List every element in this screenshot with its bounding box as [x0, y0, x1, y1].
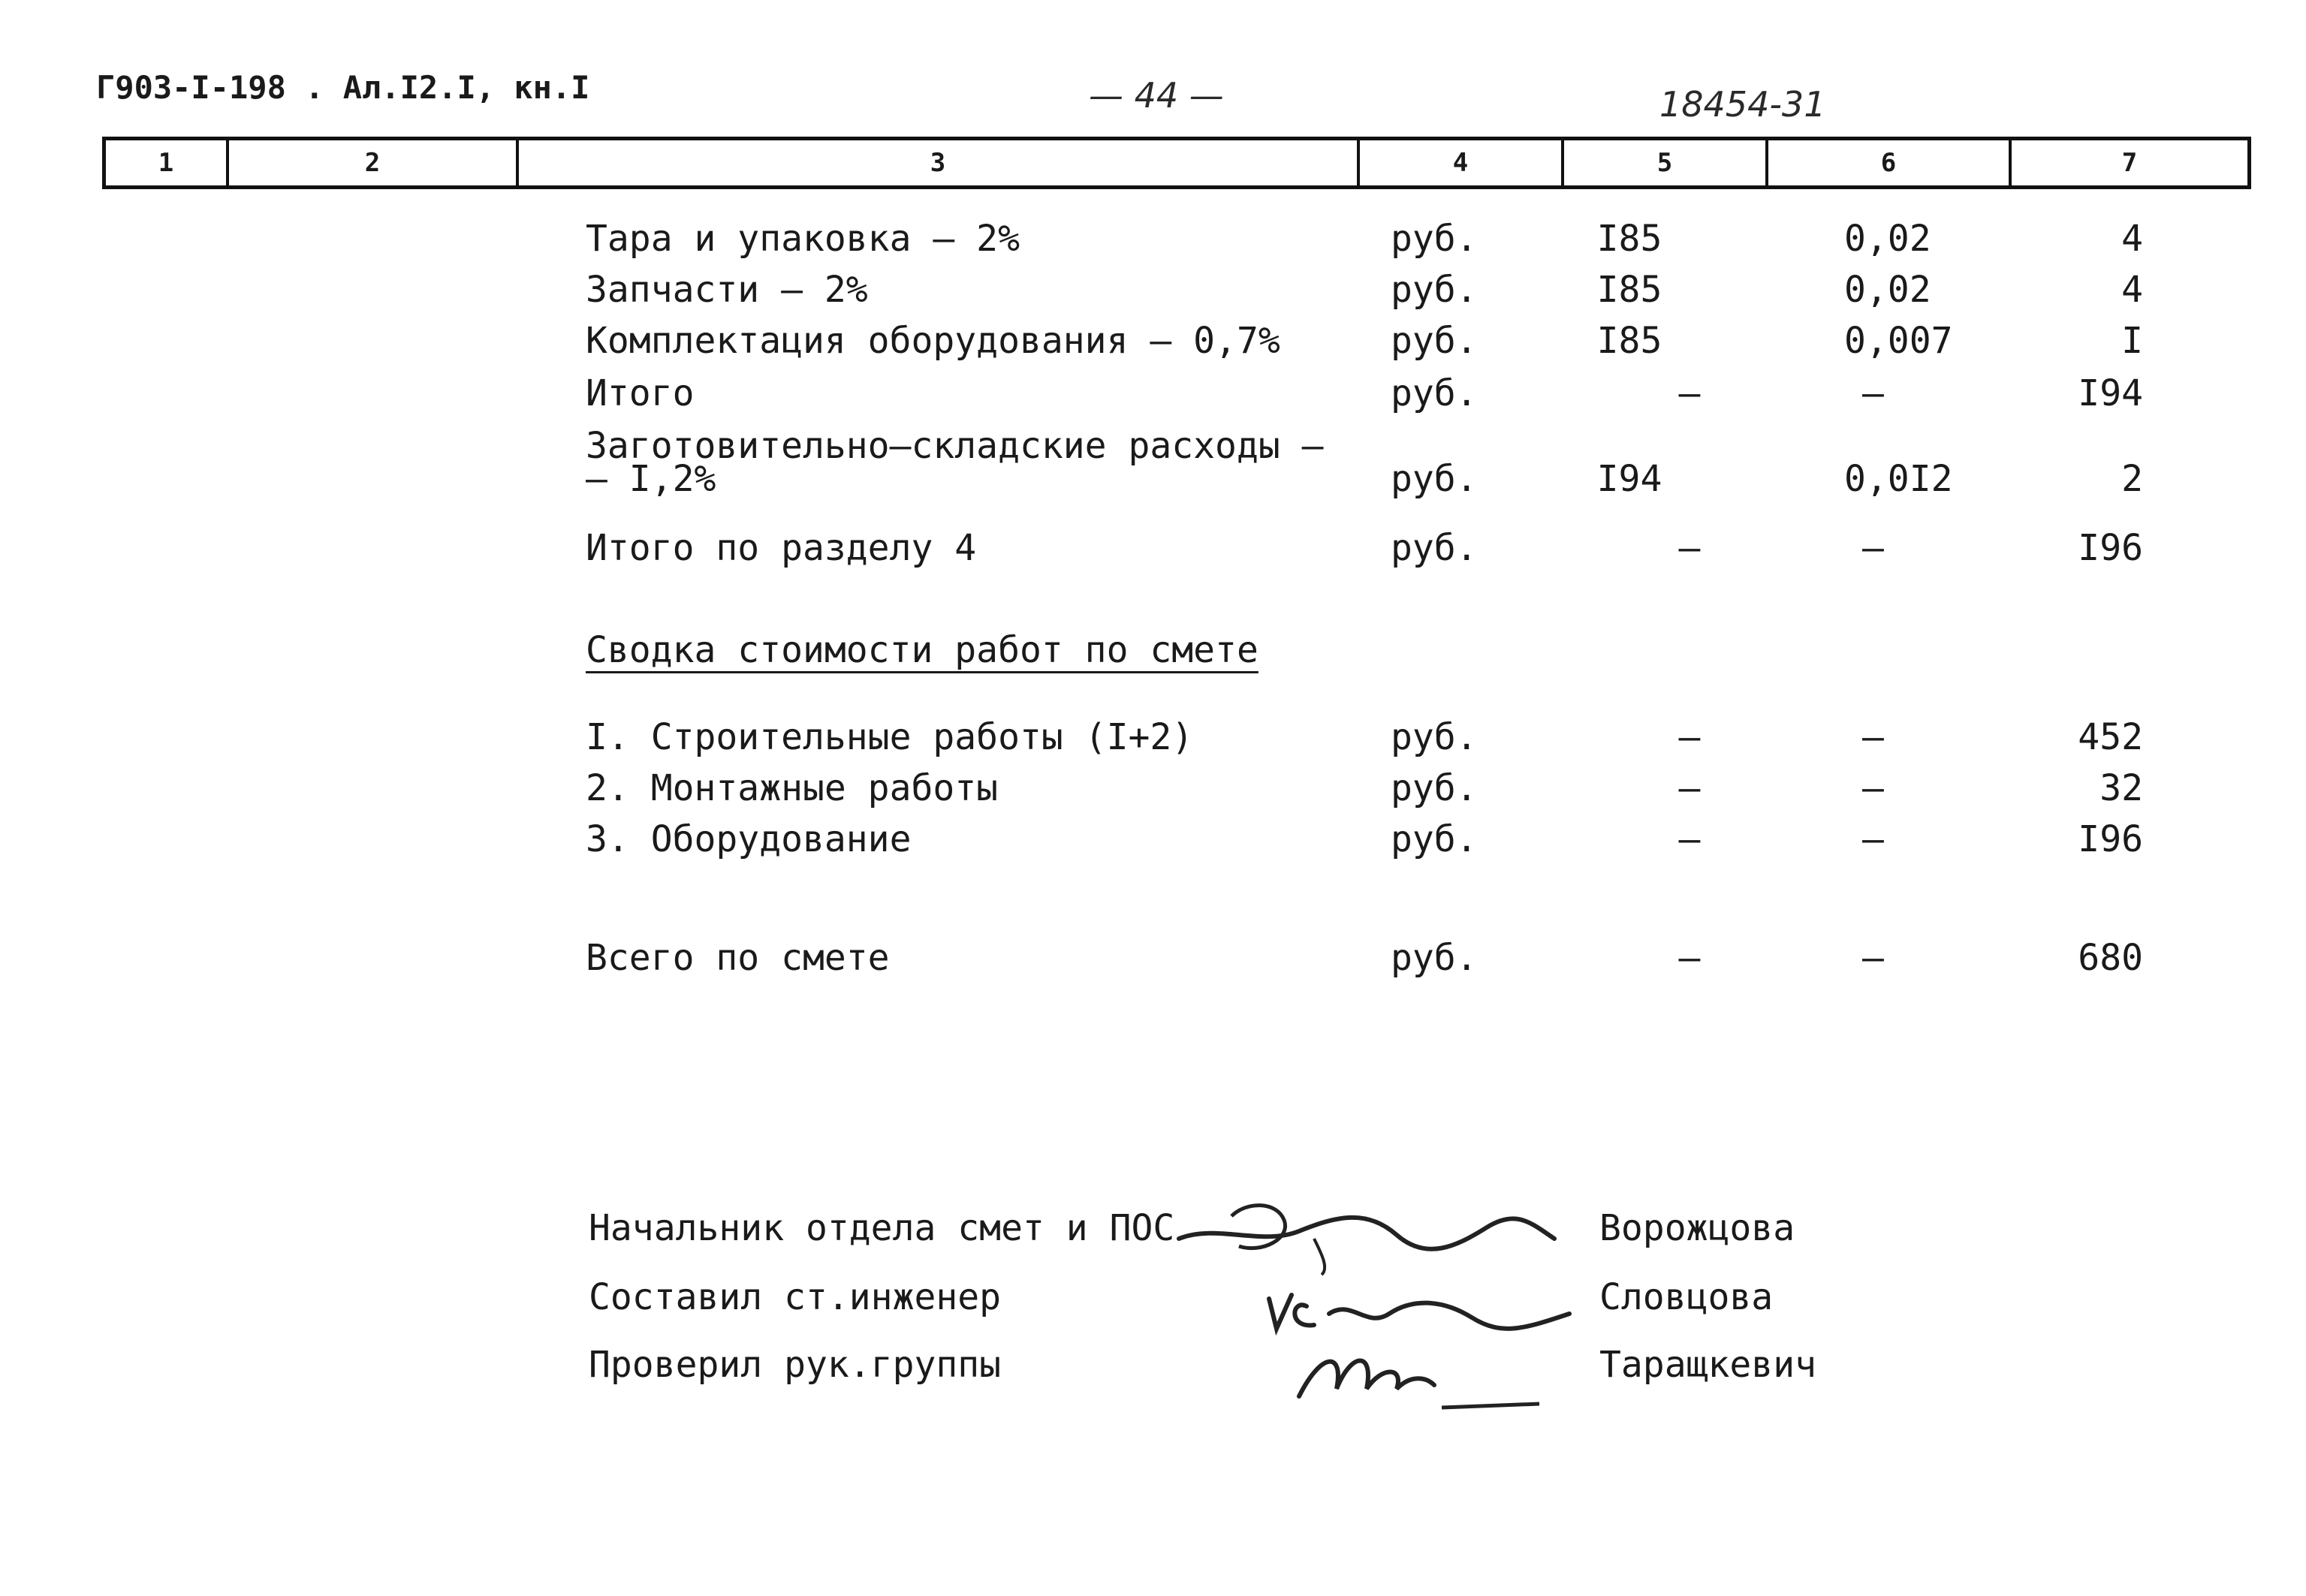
grand-total-coef: – [1862, 937, 1884, 979]
handwritten-signature-3 [1292, 1336, 1547, 1419]
summary-coef: – [1862, 716, 1884, 758]
stamp-number: 18454-31 [1659, 84, 1826, 125]
doc-code: Г903-I-198 [96, 69, 286, 106]
grand-total-name: Всего по смете [586, 937, 890, 979]
summary-unit: руб. [1391, 716, 1478, 758]
row-name: Тара и упаковка – 2% [586, 218, 1020, 260]
col-6: 6 [1767, 139, 2010, 188]
row-name: Запчасти – 2% [586, 269, 868, 311]
summary-base: – [1678, 818, 1701, 860]
signature-name: Таращкевич [1599, 1344, 1816, 1386]
row-total: I94 [2078, 372, 2143, 414]
row-base: I94 [1596, 458, 1662, 500]
summary-name: 3. Оборудование [586, 818, 912, 860]
summary-name: I. Строительные работы (I+2) [586, 716, 1194, 758]
col-2: 2 [228, 139, 517, 188]
row-coef: 0,02 [1844, 269, 1931, 311]
row-coef: – [1862, 372, 1884, 414]
summary-total: I96 [2078, 818, 2143, 860]
row-name-line-1: Заготовительно–складские расходы – [586, 425, 1324, 467]
row-total: 2 [2121, 458, 2143, 500]
summary-base: – [1678, 767, 1701, 809]
row-base: – [1678, 372, 1701, 414]
column-header [102, 137, 2251, 189]
summary-total: 452 [2078, 716, 2143, 758]
col-7: 7 [2010, 139, 2250, 188]
row-unit: руб. [1391, 218, 1478, 260]
col-4: 4 [1358, 139, 1563, 188]
summary-total: 32 [2100, 767, 2143, 809]
row-coef: 0,02 [1844, 218, 1931, 260]
row-total: I96 [2078, 527, 2143, 569]
col-3: 3 [517, 139, 1358, 188]
page-number: — 44 — [1089, 75, 1224, 116]
row-unit: руб. [1391, 372, 1478, 414]
signature-role: Начальник отдела смет и ПОС [589, 1207, 1175, 1249]
grand-total-value: 680 [2078, 937, 2143, 979]
col-5: 5 [1563, 139, 1767, 188]
row-name-line-2: – I,2% [586, 458, 716, 500]
row-unit: руб. [1391, 527, 1478, 569]
summary-unit: руб. [1391, 767, 1478, 809]
row-name: Итого [586, 372, 695, 414]
row-unit: руб. [1391, 320, 1478, 362]
row-base: I85 [1596, 218, 1662, 260]
row-total: I [2121, 320, 2143, 362]
album-ref: . Ал.I2.I, кн.I [305, 69, 590, 106]
row-coef: – [1862, 527, 1884, 569]
handwritten-signature-1 [1171, 1194, 1562, 1276]
summary-name: 2. Монтажные работы [586, 767, 999, 809]
handwritten-signature-2 [1262, 1276, 1577, 1344]
summary-coef: – [1862, 818, 1884, 860]
signature-name: Словцова [1599, 1276, 1774, 1318]
grand-total-unit: руб. [1391, 937, 1478, 979]
row-coef: 0,007 [1844, 320, 1953, 362]
summary-title: Сводка стоимости работ по смете [586, 629, 1259, 671]
summary-base: – [1678, 716, 1701, 758]
summary-unit: руб. [1391, 818, 1478, 860]
row-coef: 0,0I2 [1844, 458, 1953, 500]
row-total: 4 [2121, 218, 2143, 260]
row-unit: руб. [1391, 269, 1478, 311]
row-unit: руб. [1391, 458, 1478, 500]
row-name: Итого по разделу 4 [586, 527, 977, 569]
row-total: 4 [2121, 269, 2143, 311]
signature-name: Ворожцова [1599, 1207, 1795, 1249]
row-name: Комплектация оборудования – 0,7% [586, 320, 1280, 362]
row-base: I85 [1596, 320, 1662, 362]
col-1: 1 [158, 148, 174, 178]
document-code [96, 69, 589, 106]
summary-coef: – [1862, 767, 1884, 809]
signature-role: Составил ст.инженер [589, 1276, 1002, 1318]
signature-role: Проверил рук.группы [589, 1344, 1002, 1386]
grand-total-base: – [1678, 937, 1701, 979]
row-base: – [1678, 527, 1701, 569]
row-base: I85 [1596, 269, 1662, 311]
